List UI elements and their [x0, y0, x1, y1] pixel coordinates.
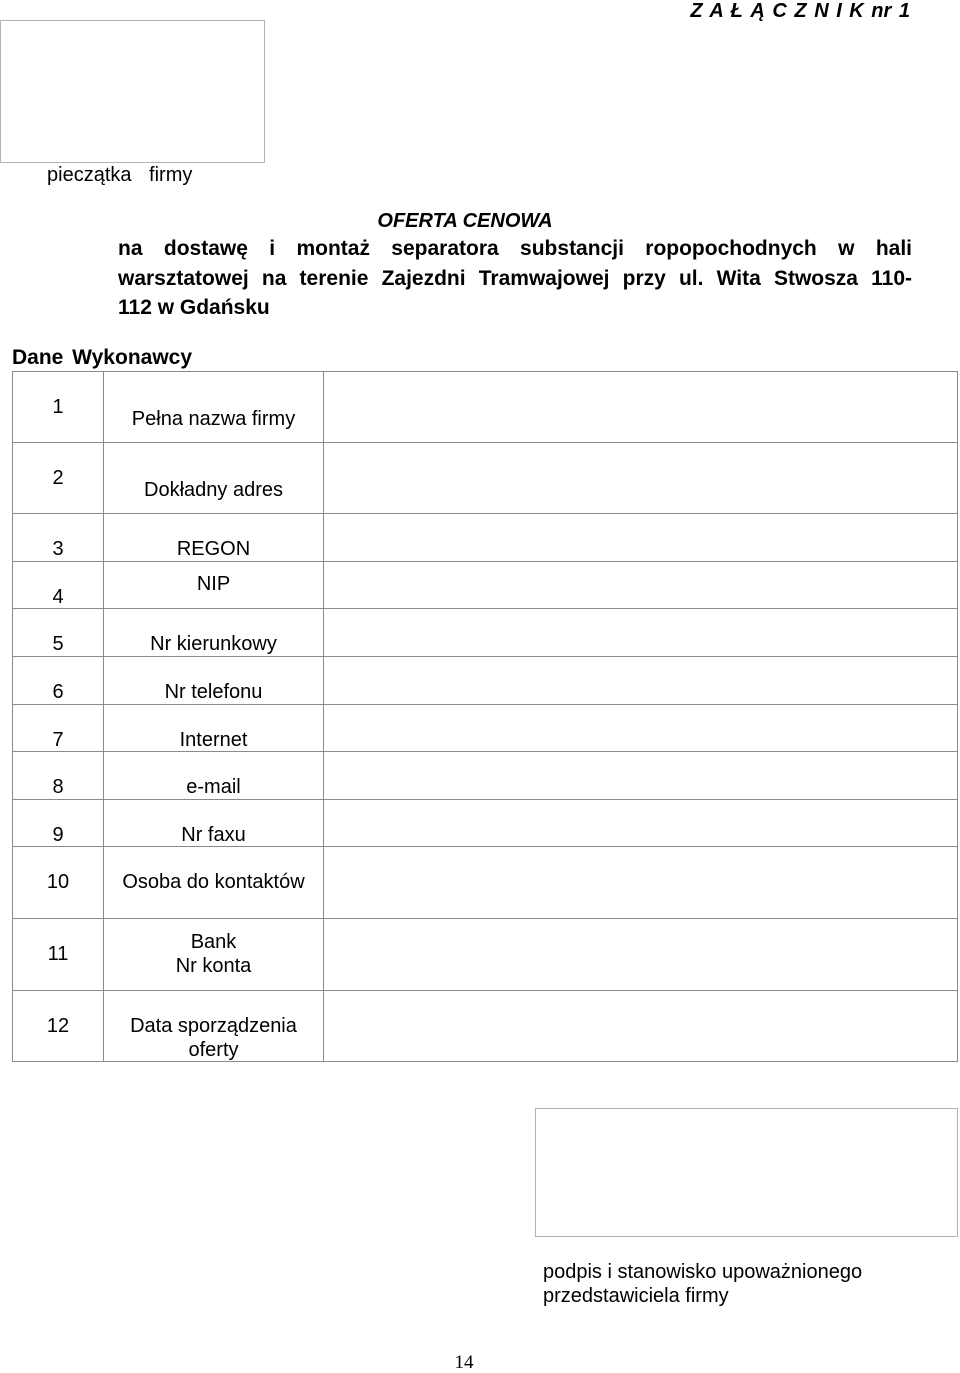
- offer-subject-line: na dostawę i montaż separatora substancji ropopochodnych w hali: [118, 237, 912, 260]
- row-offer-date: [12, 990, 957, 1061]
- offer-date-label-line: Data sporządzenia: [130, 1015, 297, 1037]
- account-number-label: Nr konta: [175, 955, 252, 977]
- row-number-cell: [12, 656, 103, 704]
- phone-label-cell: [103, 656, 323, 704]
- phone-label: Nr telefonu: [164, 681, 263, 703]
- bank-account-value: [323, 918, 957, 990]
- regon-label-cell: [103, 513, 323, 561]
- company-name-label: Pełna nazwa firmy: [131, 408, 296, 430]
- email-label: e-mail: [186, 776, 241, 798]
- page-number: 14: [454, 1352, 474, 1373]
- email-value: [323, 751, 957, 799]
- company-stamp-caption: pieczątka firmy: [47, 164, 193, 186]
- email-label-cell: [103, 751, 323, 799]
- contact-person-label-cell: [103, 846, 323, 918]
- area-code-value: [323, 608, 957, 656]
- company-stamp-box: [0, 20, 265, 163]
- offer-date-label-line: oferty: [188, 1039, 239, 1061]
- internet-label: Internet: [179, 729, 248, 751]
- row-number-cell: [12, 371, 103, 442]
- row-number: 2: [52, 467, 64, 489]
- row-email: [12, 751, 957, 799]
- row-phone: [12, 656, 957, 704]
- row-number-cell: [12, 990, 103, 1061]
- row-bank-account: [12, 918, 957, 990]
- row-address: [12, 442, 957, 513]
- fax-label-cell: [103, 799, 323, 846]
- address-value: [323, 442, 957, 513]
- row-number: 10: [46, 871, 70, 893]
- row-number-cell: [12, 846, 103, 918]
- row-number-cell: [12, 704, 103, 751]
- signature-box: [535, 1108, 958, 1237]
- nip-label: NIP: [196, 573, 231, 595]
- internet-value: [323, 704, 957, 751]
- row-number: 6: [52, 681, 64, 703]
- area-code-label-cell: [103, 608, 323, 656]
- row-number: 5: [52, 633, 64, 655]
- row-number: 9: [52, 824, 64, 846]
- signature-caption: [543, 1260, 862, 1308]
- row-number-cell: [12, 561, 103, 608]
- internet-label-cell: [103, 704, 323, 751]
- row-number: 11: [47, 943, 69, 965]
- row-number: 1: [52, 396, 64, 418]
- row-nip: [12, 561, 957, 608]
- row-fax: [12, 799, 957, 846]
- row-regon: [12, 513, 957, 561]
- regon-label: REGON: [176, 538, 251, 560]
- offer-title: OFERTA CENOWA: [377, 210, 553, 232]
- row-number-cell: [12, 608, 103, 656]
- area-code-label: Nr kierunkowy: [150, 633, 277, 655]
- row-number: 12: [46, 1015, 70, 1037]
- contact-person-value: [323, 846, 957, 918]
- company-name-value: [323, 371, 957, 442]
- bank-label: Bank: [190, 931, 237, 953]
- offer-date-value: [323, 990, 957, 1061]
- address-label-cell: [103, 442, 323, 513]
- contact-person-label: Osoba do kontaktów: [122, 871, 305, 893]
- row-number-cell: [12, 799, 103, 846]
- company-name-label-cell: [103, 371, 323, 442]
- regon-value: [323, 513, 957, 561]
- signature-caption-line: podpis i stanowisko upoważnionego: [543, 1261, 863, 1283]
- row-number-cell: [12, 442, 103, 513]
- nip-label-cell: [103, 561, 323, 608]
- row-internet: [12, 704, 957, 751]
- offer-subject-line: 112 w Gdańsku: [118, 296, 270, 319]
- bank-account-label-cell: [103, 918, 323, 990]
- nip-value: [323, 561, 957, 608]
- row-contact-person: [12, 846, 957, 918]
- offer-subject: [118, 234, 912, 323]
- address-label: Dokładny adres: [144, 479, 283, 501]
- row-number: 8: [52, 776, 64, 798]
- offer-date-label-cell: [103, 990, 323, 1061]
- row-number-cell: [12, 751, 103, 799]
- offer-subject-line: warsztatowej na terenie Zajezdni Tramwajowej przy ul. Wita Stwosza 110-: [118, 266, 912, 290]
- phone-value: [323, 656, 957, 704]
- contractor-section-title: Dane Wykonawcy: [12, 346, 193, 369]
- fax-label: Nr faxu: [181, 824, 246, 846]
- row-number-cell: [12, 513, 103, 561]
- row-area-code: [12, 608, 957, 656]
- row-company-name: [12, 371, 957, 442]
- row-number: 7: [52, 729, 64, 751]
- row-number: 3: [52, 538, 64, 560]
- attachment-label: Z A Ł Ą C Z N I K nr 1: [690, 0, 910, 22]
- signature-caption-line: przedstawiciela firmy: [543, 1285, 729, 1307]
- row-number: 4: [52, 586, 64, 608]
- contractor-data-table: [12, 371, 958, 1062]
- row-number-cell: [12, 918, 103, 990]
- fax-value: [323, 799, 957, 846]
